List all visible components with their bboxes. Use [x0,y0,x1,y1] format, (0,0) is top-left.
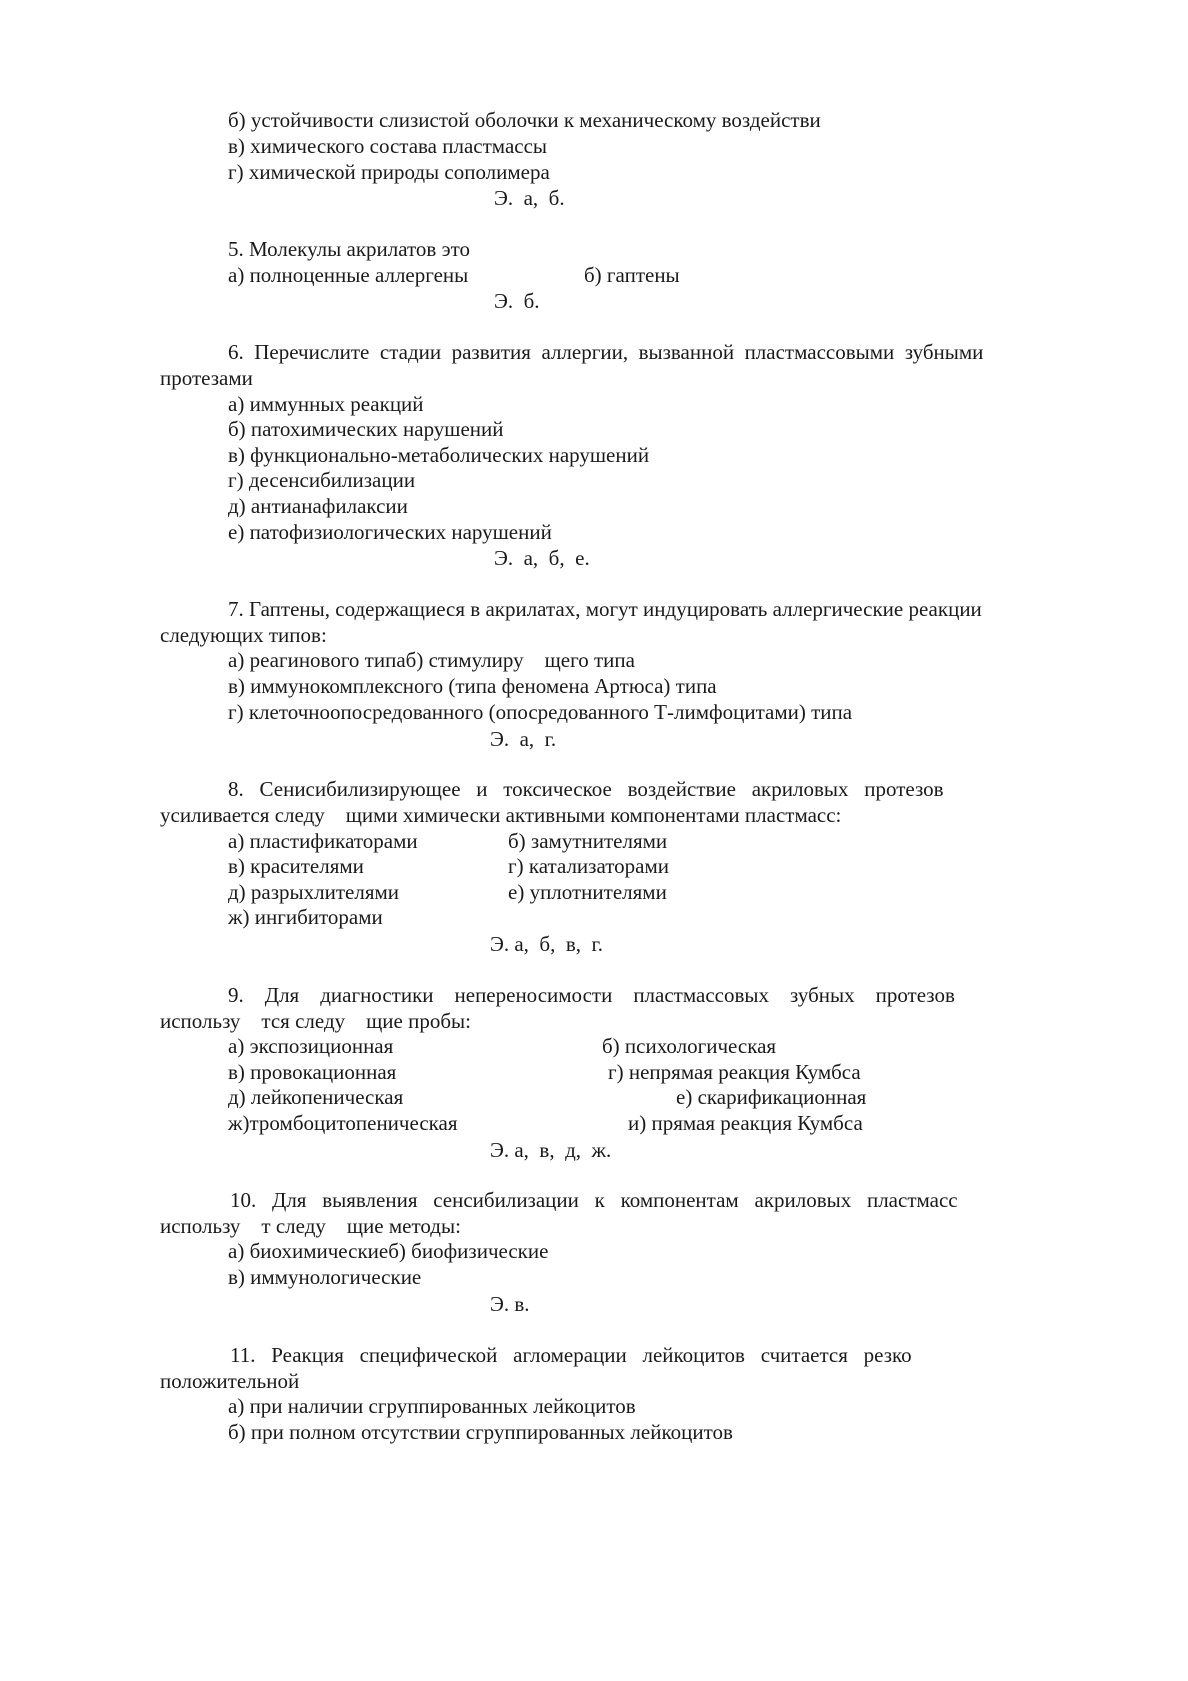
q11-option-a: а) при наличии сгруппированных лейкоцитов [228,1394,636,1418]
q7-option-v: в) иммунокомплексного (типа феномена Артюса) типа [228,674,717,698]
q9-option-zh: ж)тромбоцитопеническая [228,1111,458,1135]
q6-option-a: а) иммунных реакций [228,392,424,416]
q5-question: 5. Молекулы акрилатов это [228,237,470,261]
q8-option-v: в) красителями [228,854,364,878]
q11-question-line2: положительной [160,1369,300,1393]
q8-option-e: е) уплотнителями [508,880,667,904]
q7-option-g: г) клеточноопосредованного (опосредованного Т-лимфоцитами) типа [228,700,853,724]
q9-option-d: д) лейкопеническая [228,1085,404,1109]
q9-option-g: г) непрямая реакция Кумбса [608,1060,861,1084]
q6-question-line2: протезами [160,366,253,390]
q6-answer: Э. а, б, е. [494,546,590,570]
q7-answer: Э. а, г. [490,727,557,751]
q9-answer: Э. а, в, д, ж. [490,1138,612,1162]
q9-question-line1: 9. Для диагностики непереносимости пластмассовых зубных протезов [228,983,955,1007]
q5-option-b: б) гаптены [584,263,680,287]
q4-option-v: в) химического состава пластмассы [228,134,548,158]
q8-option-a: а) пластификаторами [228,829,418,853]
q10-options-a-b: а) биохимическиеб) биофизические [228,1239,549,1263]
q8-option-zh: ж) ингибиторами [228,905,383,929]
q8-question-line2: усиливается следу щими химически активными компонентами пластмасс: [160,803,842,827]
q10-question-line1: 10. Для выявления сенсибилизации к компонентам акриловых пластмасс [230,1188,958,1212]
q7-question-line2: следующих типов: [160,623,327,647]
q10-answer: Э. в. [490,1292,530,1316]
q10-option-v: в) иммунологические [228,1265,422,1289]
q4-answer: Э. а, б. [494,186,565,210]
q4-option-g: г) химической природы сополимера [228,160,550,184]
q8-option-b: б) замутнителями [508,829,668,853]
q9-option-i: и) прямая реакция Кумбса [628,1111,863,1135]
q9-option-a: а) экспозиционная [228,1034,394,1058]
q9-option-b: б) психологическая [602,1034,777,1058]
q5-answer: Э. б. [494,289,540,313]
q7-question-line1: 7. Гаптены, содержащиеся в акрилатах, могут индуцировать аллергические реакции [228,597,982,621]
q6-option-e: е) патофизиологических нарушений [228,520,552,544]
q6-option-g: г) десенсибилизации [228,468,416,492]
q6-option-b: б) патохимических нарушений [228,417,504,441]
q4-option-b: б) устойчивости слизистой оболочки к механическому воздействи [228,108,821,132]
q11-question-line1: 11. Реакция специфической агломерации лейкоцитов считается резко [230,1343,912,1367]
q5-option-a: а) полноценные аллергены [228,263,469,287]
q11-option-b: б) при полном отсутствии сгруппированных лейкоцитов [228,1420,733,1444]
q9-option-v: в) провокационная [228,1060,397,1084]
q8-question-line1: 8. Сенисибилизирующее и токсическое воздействие акриловых протезов [228,777,944,801]
q9-option-e: е) скарификационная [676,1085,867,1109]
q6-question-line1: 6. Перечислите стадии развития аллергии, вызванной пластмассовыми зубными [228,340,984,364]
q8-option-g: г) катализаторами [508,854,669,878]
q6-option-d: д) антианафилаксии [228,494,408,518]
q10-question-line2: использу т следу щие методы: [160,1214,461,1238]
q8-answer: Э. а, б, в, г. [490,932,604,956]
q8-option-d: д) разрыхлителями [228,880,400,904]
q7-options-a-b: а) реагинового типаб) стимулиру щего типа [228,648,635,672]
q9-question-line2: использу тся следу щие пробы: [160,1009,471,1033]
q6-option-v: в) функционально-метаболических нарушений [228,443,650,467]
